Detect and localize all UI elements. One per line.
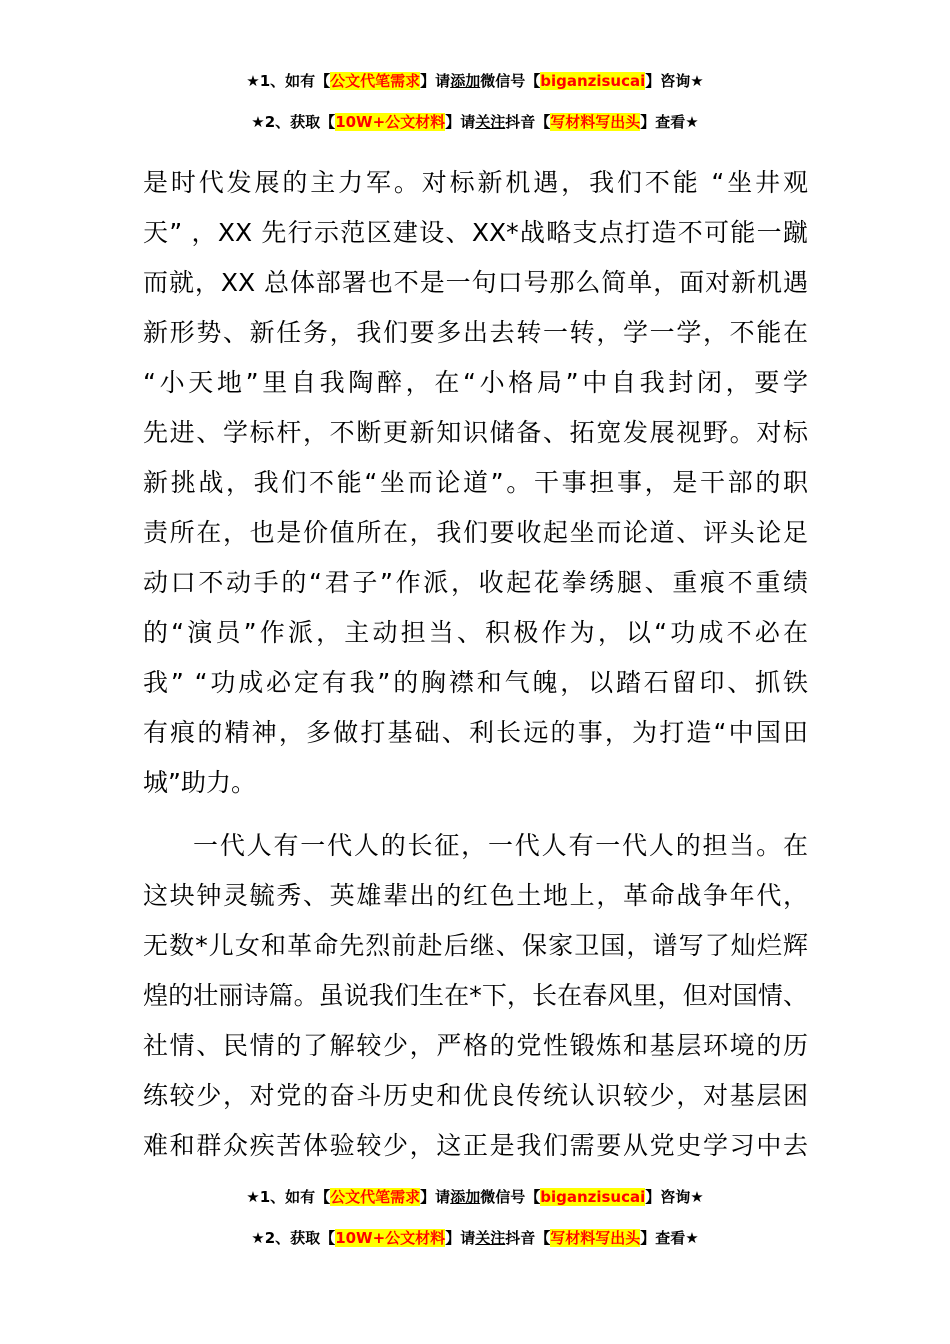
text-line: 社情、民情的了解较少，严格的党性锻炼和基层环境的历 (143, 1031, 808, 1060)
paragraph-1 (143, 158, 808, 808)
banner-text: ★1、如有【 (246, 1188, 331, 1206)
text-line: 新形势、新任务，我们要多出去转一转，学一学，不能在 (143, 318, 808, 347)
text-line: 这块钟灵毓秀、英雄辈出的红色土地上，革命战争年代， (143, 881, 808, 910)
highlight-douyin-account: 写材料写出头 (550, 1229, 641, 1247)
banner-text: 抖音【 (505, 113, 551, 131)
banner-text: ★2、获取【 (251, 1229, 336, 1247)
banner-text: 】请 (445, 113, 476, 131)
banner-text: 】咨询★ (645, 72, 704, 90)
underlined-keyword: 添加 (450, 1188, 481, 1206)
highlight-materials: 10W+公文材料 (335, 1229, 446, 1247)
text-line: 是时代发展的主力军。对标新机遇，我们不能 “坐井观 (143, 168, 808, 197)
footer-banner-line-2 (0, 1227, 950, 1249)
text-line: 难和群众疾苦体验较少，这正是我们需要从党史学习中去 (143, 1131, 808, 1160)
banner-text: 】查看★ (640, 1229, 699, 1247)
text-line: 我” “功成必定有我”的胸襟和气魄，以踏石留印、抓铁 (143, 668, 808, 697)
underlined-keyword: 关注 (475, 1229, 506, 1247)
text-line: 有痕的精神，多做打基础、利长远的事，为打造“中国田 (143, 718, 808, 747)
text-line: 先进、学标杆，不断更新知识储备、拓宽发展视野。对标 (143, 418, 808, 447)
banner-text: 微信号【 (480, 72, 541, 90)
highlight-materials: 10W+公文材料 (335, 113, 446, 131)
highlight-wechat-id: biganzisucai (540, 72, 646, 90)
underlined-keyword: 关注 (475, 113, 506, 131)
text-line: 一代人有一代人的长征，一代人有一代人的担当。在 (193, 831, 808, 860)
highlight-service: 公文代笔需求 (330, 72, 421, 90)
banner-text: 】请 (445, 1229, 476, 1247)
banner-text: 抖音【 (505, 1229, 551, 1247)
text-line: 的“演员”作派，主动担当、积极作为，以“功成不必在 (143, 618, 808, 647)
text-line: 无数*儿女和革命先烈前赴后继、保家卫国，谱写了灿烂辉 (143, 931, 808, 960)
banner-text: 】请 (420, 1188, 451, 1206)
banner-text: 】查看★ (640, 113, 699, 131)
highlight-service: 公文代笔需求 (330, 1188, 421, 1206)
text-line: 而就，XX 总体部署也不是一句口号那么简单，面对新机遇 (143, 268, 808, 297)
highlight-douyin-account: 写材料写出头 (550, 113, 641, 131)
paragraph-2 (143, 821, 808, 1171)
underlined-keyword: 添加 (450, 72, 481, 90)
text-line: 动口不动手的“君子”作派，收起花拳绣腿、重痕不重绩 (143, 568, 808, 597)
text-line: 练较少，对党的奋斗历史和优良传统认识较少，对基层困 (143, 1081, 808, 1110)
highlight-wechat-id: biganzisucai (540, 1188, 646, 1206)
header-banner-line-2 (0, 111, 950, 133)
header-banner-line-1 (0, 70, 950, 92)
footer-banner-line-1 (0, 1186, 950, 1208)
banner-text: ★2、获取【 (251, 113, 336, 131)
text-line: 煌的壮丽诗篇。虽说我们生在*下，长在春风里，但对国情、 (143, 981, 808, 1010)
text-line: 责所在，也是价值所在，我们要收起坐而论道、评头论足 (143, 518, 808, 547)
text-line: 新挑战，我们不能“坐而论道”。干事担事，是干部的职 (143, 468, 808, 497)
text-line: “小天地”里自我陶醉，在“小格局”中自我封闭，要学 (143, 368, 808, 397)
banner-text: 微信号【 (480, 1188, 541, 1206)
text-line: 天” ，XX 先行示范区建设、XX*战略支点打造不可能一蹴 (143, 218, 808, 247)
banner-text: 】请 (420, 72, 451, 90)
banner-text: ★1、如有【 (246, 72, 331, 90)
banner-text: 】咨询★ (645, 1188, 704, 1206)
text-line: 城”助力。 (143, 768, 256, 797)
